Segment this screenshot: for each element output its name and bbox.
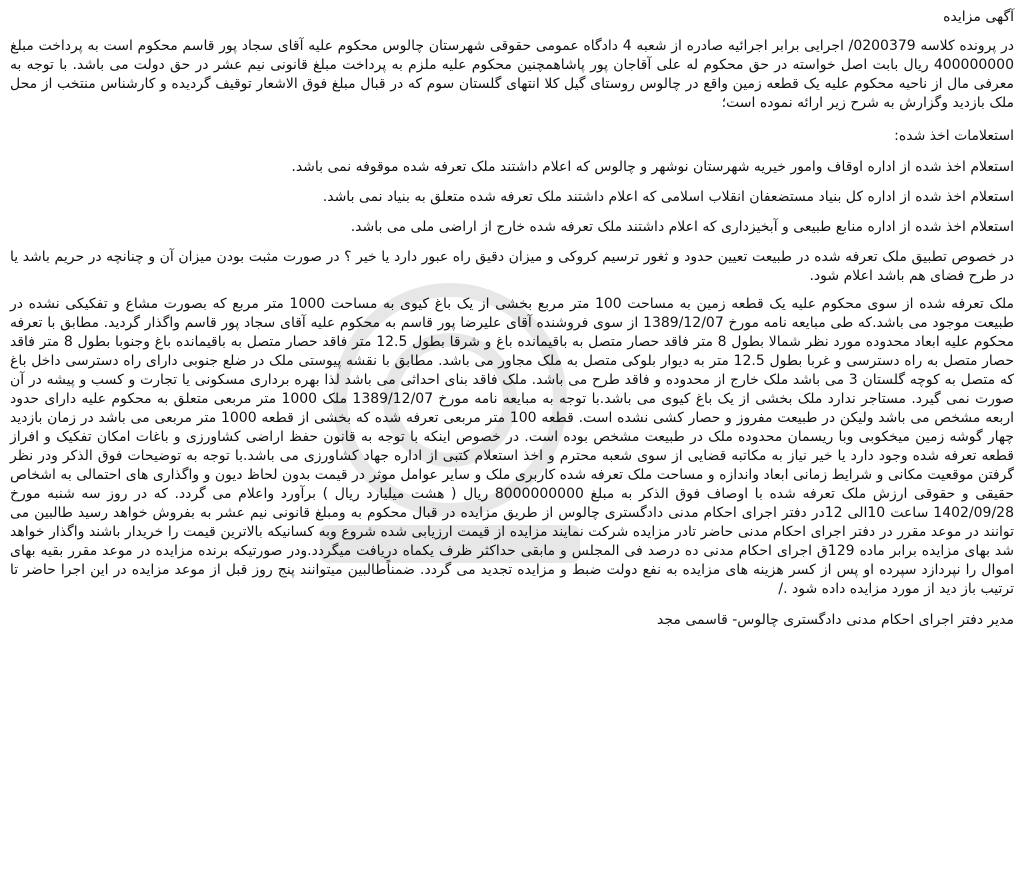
inquiries-heading: استعلامات اخذ شده:	[894, 128, 1014, 144]
boundary-question-paragraph: در خصوص تطبیق ملک تعرفه شده در طبیعت تعیین حدود و ثغور ترسیم کروکی و میزان دقیق راه عبور دارد یا خیر ؟ در صورت مثبت بودن میزان آن و چنانچه در حریم باشد یا در طرح فضای هم باشد اعلام شود.	[10, 249, 1014, 284]
signature-line: مدیر دفتر اجرای احکام مدنی دادگستری چالوس- قاسمی مجد	[657, 612, 1014, 628]
inquiry-natural-resources: استعلام اخذ شده از اداره منابع طبیعی و آبخیزداری که اعلام داشتند ملک تعرفه شده خارج از اراضی ملی می باشد.	[350, 219, 1014, 235]
case-intro-paragraph: در پرونده کلاسه 0200379/ اجرایی برابر اجرائیه صادره از شعبه 4 دادگاه عمومی حقوقی شهرستان چالوس محکوم علیه آقای سجاد پور قاسم محکوم است به پرداخت مبلغ 400000000 ریال بابت اصل خواسته در حق محکوم له علی آقاجان پور پاشاهمچنین محکوم علیه ملزم به پرداخت مبلغ قانونی نیم عشر در حق دولت می باشد. با توجه به معرفی مال از ناحیه محکوم علیه یک قطعه زمین واقع در چالوس روستای گیل کلا انتهای گلستان سوم که در قبال مبلغ فوق الاشعار توقیف گردیده و کارشناس منتخب از محل ملک بازدید وگزارش به شرح زیر ارائه نموده است؛	[10, 38, 1015, 111]
property-details-paragraph: ملک تعرفه شده از سوی محکوم علیه یک قطعه زمین به مساحت 100 متر مربع بخشی از یک باغ کیوی به مساحت 1000 متر مربع که بصورت مشاع و تفکیکی نشده در طبیعت موجود می باشد.که طی مبایعه نامه مورخ 1389/12/07 از سوی فروشنده آقای علیرضا پور قاسم به محکوم علیه آقای سجاد پور قاسم واگذار گردید. مطابق با تعرفه محکوم علیه ابعاد محدوده مورد نظر شمالا بطول 8 متر فاقد حصار متصل به باقیمانده باغ و شرقا بطول 12.5 متر فاقد حصار متصل به باقیمانده باغ وجنوبا بطول 8 متر فاقد حصار متصل به راه دسترسی و غربا بطول 12.5 متر به دیوار بلوکی متصل به ملک مجاور می باشد. مطابق با نقشه پیوستی ملک در ضلع جنوبی دارای راه دسترسی داخل باغ که متصل به کوچه گلستان 3 می باشد ملک خارج از محدوده و فاقد طرح می باشد. ملک فاقد بنای احداثی می باشد لذا بهره برداری مسکونی یا تجارت و کسب و پیشه در آن صورت نمی گیرد. مستاجر ندارد ملک بخشی از یک باغ کیوی می باشد.با توجه به مبایعه نامه مورخ 1389/12/07 ملک 1000 متر مربعی متعلق به محکوم علیه دارای حدود اربعه مشخص می باشد ولیکن در طبیعت مفروز و حصار کشی نشده است. قطعه 100 متر مربعی تعرفه شده که بخشی از قطعه 1000 متر مربعی می باشد در زمان بازدید چهار گوشه زمین میخکوبی وبا ریسمان محدوده ملک در طبیعت مشخص بوده است. در خصوص اینکه با توجه به قانون حفظ اراضی کشاورزی و باغات امکان تفکیک و افراز قطعه تعرفه شده وجود دارد یا خیر نیاز به مکاتبه قضایی از سوی شعبه محترم و اخذ استعلام کتبی از اداره جهاد کشاورزی می باشد.با توجه به توضیحات فوق الذکر ودر نظر گرفتن موقعیت مکانی و شرایط زمانی ابعاد واندازه و مساحت ملک تعرفه شده کاربری ملک و سایر عوامل موثر در قیمت بدون لحاظ دیون و واگذاری های احتمالی به اشخاص حقیقی و حقوقی ارزش ملک تعرفه شده با اوصاف فوق الذکر به مبلغ 8000000000 ریال ( هشت میلیارد ریال ) برآورد واعلام می گردد. که در روز سه شنبه مورخ 1402/09/28 ساعت 10الی 12در دفتر اجرای احکام مدنی دادگستری چالوس از طریق مزایده در قبال محکوم به ومبلغ قانونی نیم عشر به بفروش خواهد رسید طالبین می توانند در موعد مقرر در دفتر اجرای احکام مدنی حاضر تادر مزایده شرکت نمایند مزایده از قیمت ارزیابی شده شروع وبه کسانیکه بالاترین قیمت را خریدار باشند واگذار خواهد شد بهای مزایده برابر ماده 129ق اجرای احکام مدنی ده درصد فی المجلس و مابقی حداکثر ظرف یکماه دریافت میگردد.ودر صورتیکه برنده مزایده در موعد مقرر بقیه بهای اموال را نپردازد سپرده او پس از کسر هزینه های مزایده به نفع دولت ضبط و مزایده تجدید می گردد. ضمناًطالبین میتوانند پنج روز قبل از موعد مزایده در این اجرا حاضر تا ترتیب باز دید از مورد مزایده داده شود ./	[10, 296, 1015, 597]
inquiry-foundation: استعلام اخذ شده از اداره کل بنیاد مستضعفان انقلاب اسلامی که اعلام داشتند ملک تعرفه شده متعلق به بنیاد نمی باشد.	[322, 189, 1014, 205]
inquiry-endowment: استعلام اخذ شده از اداره اوقاف وامور خیریه شهرستان نوشهر و چالوس که اعلام داشتند ملک تعرفه شده موقوفه نمی باشد.	[291, 159, 1014, 175]
notice-title: آگهی مزایده	[943, 9, 1014, 25]
